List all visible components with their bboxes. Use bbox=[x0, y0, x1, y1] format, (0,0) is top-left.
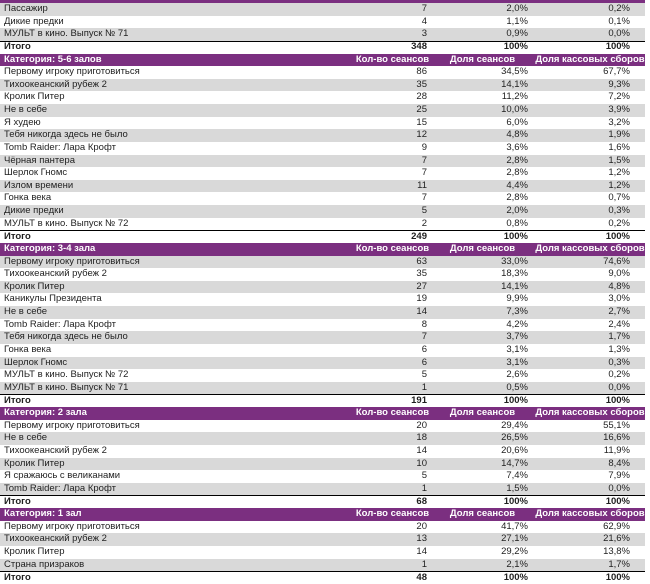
sessions-count-cell: 7 bbox=[421, 192, 427, 204]
sessions-share-cell: 4,4% bbox=[506, 179, 528, 191]
boxoffice-share-cell: 0,1% bbox=[608, 15, 630, 27]
table-row bbox=[0, 420, 645, 433]
movie-name-cell: Не в себе bbox=[4, 306, 48, 318]
sessions-count-cell: 7 bbox=[421, 3, 427, 15]
total-label-cell: Итого bbox=[4, 230, 31, 242]
sessions-count-cell: 2 bbox=[421, 217, 427, 229]
movie-name-cell: Гонка века bbox=[4, 343, 52, 355]
sessions-count-cell: 7 bbox=[421, 331, 427, 343]
boxoffice-share-cell: 67,7% bbox=[603, 66, 630, 78]
table-row bbox=[0, 180, 645, 193]
sessions-count-cell: 63 bbox=[416, 255, 427, 267]
table-row bbox=[0, 344, 645, 357]
table-row bbox=[0, 293, 645, 306]
sessions-count-cell: 9 bbox=[421, 141, 427, 153]
table-row bbox=[0, 129, 645, 142]
movie-name-cell: Tomb Raider: Лара Крофт bbox=[4, 318, 116, 330]
boxoffice-share-cell: 100% bbox=[605, 495, 630, 507]
table-row bbox=[0, 117, 645, 130]
boxoffice-share-cell: 0,2% bbox=[608, 369, 630, 381]
movie-name-cell: МУЛЬТ в кино. Выпуск № 71 bbox=[4, 381, 129, 393]
movie-name-cell: Шерлок Гномс bbox=[4, 356, 68, 368]
sessions-count-cell: 1 bbox=[421, 558, 427, 570]
sessions-share-cell: 100% bbox=[503, 230, 528, 242]
boxoffice-share-cell: 2,4% bbox=[608, 318, 630, 330]
sessions-count-cell: 5 bbox=[421, 205, 427, 217]
column-header-boxoffice-share: Доля кассовых сборов bbox=[535, 407, 645, 419]
sessions-count-cell: 12 bbox=[416, 129, 427, 141]
sessions-count-cell: 7 bbox=[421, 167, 427, 179]
movie-name-cell: Тихоокеанский рубеж 2 bbox=[4, 268, 107, 280]
sessions-share-cell: 3,1% bbox=[506, 356, 528, 368]
boxoffice-share-cell: 2,7% bbox=[608, 306, 630, 318]
sessions-share-cell: 3,1% bbox=[506, 343, 528, 355]
sessions-share-cell: 29,2% bbox=[501, 545, 528, 557]
table-row bbox=[0, 218, 645, 231]
table-row bbox=[0, 91, 645, 104]
movie-name-cell: МУЛЬТ в кино. Выпуск № 71 bbox=[4, 28, 129, 40]
boxoffice-share-cell: 0,2% bbox=[608, 217, 630, 229]
section-header-row bbox=[0, 508, 645, 521]
sessions-count-cell: 20 bbox=[416, 520, 427, 532]
sessions-count-cell: 4 bbox=[421, 15, 427, 27]
total-row bbox=[0, 495, 645, 508]
sessions-share-cell: 2,0% bbox=[506, 3, 528, 15]
sessions-count-cell: 20 bbox=[416, 419, 427, 431]
movie-name-cell: Tomb Raider: Лара Крофт bbox=[4, 482, 116, 494]
table-row bbox=[0, 559, 645, 572]
total-row bbox=[0, 571, 645, 584]
table-row bbox=[0, 142, 645, 155]
boxoffice-share-cell: 0,0% bbox=[608, 28, 630, 40]
sessions-share-cell: 18,3% bbox=[501, 268, 528, 280]
movie-name-cell: Дикие предки bbox=[4, 205, 64, 217]
movie-name-cell: Первому игроку приготовиться bbox=[4, 520, 140, 532]
section-header-label: Категория: 5-6 залов bbox=[4, 53, 102, 65]
table-row bbox=[0, 546, 645, 559]
sessions-share-cell: 10,0% bbox=[501, 104, 528, 116]
boxoffice-share-cell: 100% bbox=[605, 571, 630, 583]
table-row bbox=[0, 256, 645, 269]
sessions-count-cell: 68 bbox=[416, 495, 427, 507]
sessions-count-cell: 1 bbox=[421, 482, 427, 494]
table-row bbox=[0, 533, 645, 546]
sessions-count-cell: 25 bbox=[416, 104, 427, 116]
boxoffice-share-cell: 21,6% bbox=[603, 533, 630, 545]
sessions-share-cell: 7,3% bbox=[506, 306, 528, 318]
boxoffice-share-cell: 16,6% bbox=[603, 432, 630, 444]
total-label-cell: Итого bbox=[4, 41, 31, 53]
movie-name-cell: Кролик Питер bbox=[4, 545, 65, 557]
boxoffice-share-cell: 9,3% bbox=[608, 78, 630, 90]
section-header-label: Категория: 2 зала bbox=[4, 407, 87, 419]
column-header-sessions-count: Кол-во сеансов bbox=[355, 53, 430, 65]
sessions-count-cell: 5 bbox=[421, 470, 427, 482]
movie-name-cell: Страна призраков bbox=[4, 558, 85, 570]
total-label-cell: Итого bbox=[4, 571, 31, 583]
movie-name-cell: Кролик Питер bbox=[4, 457, 65, 469]
sessions-share-cell: 14,1% bbox=[501, 78, 528, 90]
sessions-share-cell: 20,6% bbox=[501, 444, 528, 456]
section-header-row bbox=[0, 243, 645, 256]
boxoffice-share-cell: 0,3% bbox=[608, 356, 630, 368]
sessions-share-cell: 100% bbox=[503, 394, 528, 406]
column-header-sessions-count: Кол-во сеансов bbox=[355, 508, 430, 520]
sessions-share-cell: 11,2% bbox=[501, 91, 528, 103]
boxoffice-share-cell: 0,0% bbox=[608, 381, 630, 393]
sessions-count-cell: 18 bbox=[416, 432, 427, 444]
boxoffice-share-cell: 1,2% bbox=[608, 167, 630, 179]
sessions-share-cell: 6,0% bbox=[506, 116, 528, 128]
boxoffice-share-cell: 0,3% bbox=[608, 205, 630, 217]
sessions-share-cell: 14,1% bbox=[501, 280, 528, 292]
movie-name-cell: Тихоокеанский рубеж 2 bbox=[4, 78, 107, 90]
column-header-boxoffice-share: Доля кассовых сборов bbox=[535, 242, 645, 254]
section-header-row bbox=[0, 54, 645, 67]
movie-name-cell: Tomb Raider: Лара Крофт bbox=[4, 141, 116, 153]
table-row bbox=[0, 445, 645, 458]
movie-name-cell: МУЛЬТ в кино. Выпуск № 72 bbox=[4, 369, 129, 381]
sessions-count-cell: 15 bbox=[416, 116, 427, 128]
column-header-sessions-share: Доля сеансов bbox=[449, 508, 516, 520]
column-header-boxoffice-share: Доля кассовых сборов bbox=[535, 508, 645, 520]
boxoffice-share-cell: 100% bbox=[605, 394, 630, 406]
table-row bbox=[0, 357, 645, 370]
sessions-share-cell: 100% bbox=[503, 41, 528, 53]
column-header-sessions-share: Доля сеансов bbox=[449, 242, 516, 254]
table-row bbox=[0, 28, 645, 41]
boxoffice-share-cell: 8,4% bbox=[608, 457, 630, 469]
total-row bbox=[0, 394, 645, 407]
table-row bbox=[0, 155, 645, 168]
sessions-share-cell: 41,7% bbox=[501, 520, 528, 532]
sessions-share-cell: 7,4% bbox=[506, 470, 528, 482]
sessions-share-cell: 100% bbox=[503, 495, 528, 507]
table-row bbox=[0, 458, 645, 471]
sessions-count-cell: 27 bbox=[416, 280, 427, 292]
boxoffice-share-cell: 62,9% bbox=[603, 520, 630, 532]
boxoffice-share-cell: 0,7% bbox=[608, 192, 630, 204]
column-header-sessions-count: Кол-во сеансов bbox=[355, 407, 430, 419]
column-header-sessions-count: Кол-во сеансов bbox=[355, 242, 430, 254]
movie-name-cell: МУЛЬТ в кино. Выпуск № 72 bbox=[4, 217, 129, 229]
table-row bbox=[0, 432, 645, 445]
boxoffice-share-cell: 4,8% bbox=[608, 280, 630, 292]
movie-name-cell: Шерлок Гномс bbox=[4, 167, 68, 179]
total-row bbox=[0, 230, 645, 243]
sessions-share-cell: 33,0% bbox=[501, 255, 528, 267]
table-row bbox=[0, 3, 645, 16]
total-row bbox=[0, 41, 645, 54]
sessions-share-cell: 4,8% bbox=[506, 129, 528, 141]
sessions-share-cell: 2,8% bbox=[506, 192, 528, 204]
table-row bbox=[0, 192, 645, 205]
table-row bbox=[0, 104, 645, 117]
boxoffice-share-cell: 1,3% bbox=[608, 343, 630, 355]
sessions-count-cell: 14 bbox=[416, 306, 427, 318]
movie-name-cell: Тихоокеанский рубеж 2 bbox=[4, 533, 107, 545]
boxoffice-share-cell: 0,0% bbox=[608, 482, 630, 494]
sessions-count-cell: 14 bbox=[416, 444, 427, 456]
table-row bbox=[0, 319, 645, 332]
movie-name-cell: Первому игроку приготовиться bbox=[4, 66, 140, 78]
sessions-share-cell: 2,6% bbox=[506, 369, 528, 381]
sessions-share-cell: 3,7% bbox=[506, 331, 528, 343]
table-row bbox=[0, 470, 645, 483]
table-row bbox=[0, 382, 645, 395]
boxoffice-share-cell: 11,9% bbox=[603, 444, 630, 456]
boxoffice-share-cell: 1,6% bbox=[608, 141, 630, 153]
boxoffice-share-cell: 74,6% bbox=[603, 255, 630, 267]
boxoffice-share-cell: 55,1% bbox=[603, 419, 630, 431]
movie-name-cell: Тебя никогда здесь не было bbox=[4, 129, 128, 141]
sessions-count-cell: 48 bbox=[416, 571, 427, 583]
sessions-share-cell: 0,8% bbox=[506, 217, 528, 229]
sessions-count-cell: 348 bbox=[411, 41, 427, 53]
sessions-count-cell: 10 bbox=[416, 457, 427, 469]
sessions-count-cell: 28 bbox=[416, 91, 427, 103]
boxoffice-share-cell: 7,2% bbox=[608, 91, 630, 103]
movie-name-cell: Чёрная пантера bbox=[4, 154, 75, 166]
table-row bbox=[0, 281, 645, 294]
sessions-share-cell: 14,7% bbox=[501, 457, 528, 469]
sessions-count-cell: 249 bbox=[411, 230, 427, 242]
sessions-share-cell: 34,5% bbox=[501, 66, 528, 78]
movie-name-cell: Излом времени bbox=[4, 179, 74, 191]
table-row bbox=[0, 66, 645, 79]
sessions-count-cell: 35 bbox=[416, 268, 427, 280]
sessions-share-cell: 2,1% bbox=[506, 558, 528, 570]
table-row bbox=[0, 521, 645, 534]
table-row bbox=[0, 167, 645, 180]
sessions-share-cell: 2,0% bbox=[506, 205, 528, 217]
boxoffice-share-cell: 100% bbox=[605, 230, 630, 242]
movie-name-cell: Тебя никогда здесь не было bbox=[4, 331, 128, 343]
sessions-count-cell: 13 bbox=[416, 533, 427, 545]
sessions-share-cell: 1,5% bbox=[506, 482, 528, 494]
boxoffice-share-cell: 3,0% bbox=[608, 293, 630, 305]
movie-name-cell: Кролик Питер bbox=[4, 91, 65, 103]
table-row bbox=[0, 16, 645, 29]
sessions-share-cell: 2,8% bbox=[506, 167, 528, 179]
sessions-share-cell: 29,4% bbox=[501, 419, 528, 431]
boxoffice-share-cell: 1,7% bbox=[608, 558, 630, 570]
sessions-share-cell: 1,1% bbox=[506, 15, 528, 27]
sessions-count-cell: 35 bbox=[416, 78, 427, 90]
sessions-share-cell: 0,9% bbox=[506, 28, 528, 40]
movie-name-cell: Я худею bbox=[4, 116, 41, 128]
movie-name-cell: Тихоокеанский рубеж 2 bbox=[4, 444, 107, 456]
sessions-share-cell: 9,9% bbox=[506, 293, 528, 305]
sessions-share-cell: 0,5% bbox=[506, 381, 528, 393]
sessions-count-cell: 14 bbox=[416, 545, 427, 557]
boxoffice-share-cell: 1,2% bbox=[608, 179, 630, 191]
total-label-cell: Итого bbox=[4, 495, 31, 507]
sessions-count-cell: 8 bbox=[421, 318, 427, 330]
sessions-count-cell: 6 bbox=[421, 356, 427, 368]
section-header-row bbox=[0, 407, 645, 420]
boxoffice-share-cell: 3,2% bbox=[608, 116, 630, 128]
table-row bbox=[0, 268, 645, 281]
table-row bbox=[0, 369, 645, 382]
sessions-count-cell: 5 bbox=[421, 369, 427, 381]
boxoffice-share-cell: 7,9% bbox=[608, 470, 630, 482]
column-header-sessions-share: Доля сеансов bbox=[449, 53, 516, 65]
boxoffice-share-cell: 1,9% bbox=[608, 129, 630, 141]
sessions-count-cell: 86 bbox=[416, 66, 427, 78]
table-row bbox=[0, 306, 645, 319]
sessions-count-cell: 19 bbox=[416, 293, 427, 305]
movie-name-cell: Пассажир bbox=[4, 3, 48, 15]
section-header-label: Категория: 1 зал bbox=[4, 508, 82, 520]
sessions-count-cell: 6 bbox=[421, 343, 427, 355]
sessions-count-cell: 191 bbox=[411, 394, 427, 406]
boxoffice-share-cell: 0,2% bbox=[608, 3, 630, 15]
boxoffice-share-cell: 3,9% bbox=[608, 104, 630, 116]
table-row bbox=[0, 483, 645, 496]
column-header-sessions-share: Доля сеансов bbox=[449, 407, 516, 419]
boxoffice-share-cell: 1,5% bbox=[608, 154, 630, 166]
column-header-boxoffice-share: Доля кассовых сборов bbox=[535, 53, 645, 65]
sessions-share-cell: 27,1% bbox=[501, 533, 528, 545]
boxoffice-share-cell: 9,0% bbox=[608, 268, 630, 280]
sessions-share-cell: 26,5% bbox=[501, 432, 528, 444]
table-row bbox=[0, 331, 645, 344]
sessions-share-cell: 4,2% bbox=[506, 318, 528, 330]
sessions-count-cell: 11 bbox=[417, 179, 427, 191]
sessions-share-cell: 2,8% bbox=[506, 154, 528, 166]
table-row bbox=[0, 79, 645, 92]
movie-name-cell: Не в себе bbox=[4, 104, 48, 116]
movie-name-cell: Первому игроку приготовиться bbox=[4, 255, 140, 267]
sessions-count-cell: 3 bbox=[421, 28, 427, 40]
movie-name-cell: Я сражаюсь с великанами bbox=[4, 470, 121, 482]
movie-name-cell: Первому игроку приготовиться bbox=[4, 419, 140, 431]
section-header-label: Категория: 3-4 зала bbox=[4, 242, 96, 254]
movie-name-cell: Гонка века bbox=[4, 192, 52, 204]
total-label-cell: Итого bbox=[4, 394, 31, 406]
sessions-count-cell: 7 bbox=[421, 154, 427, 166]
movie-name-cell: Кролик Питер bbox=[4, 280, 65, 292]
movie-name-cell: Не в себе bbox=[4, 432, 48, 444]
sessions-share-cell: 3,6% bbox=[506, 141, 528, 153]
boxoffice-share-cell: 1,7% bbox=[608, 331, 630, 343]
sessions-count-cell: 1 bbox=[421, 381, 427, 393]
sessions-share-cell: 100% bbox=[503, 571, 528, 583]
table-row bbox=[0, 205, 645, 218]
movie-name-cell: Каникулы Президента bbox=[4, 293, 102, 305]
movie-name-cell: Дикие предки bbox=[4, 15, 64, 27]
boxoffice-share-cell: 13,8% bbox=[603, 545, 630, 557]
boxoffice-share-cell: 100% bbox=[605, 41, 630, 53]
